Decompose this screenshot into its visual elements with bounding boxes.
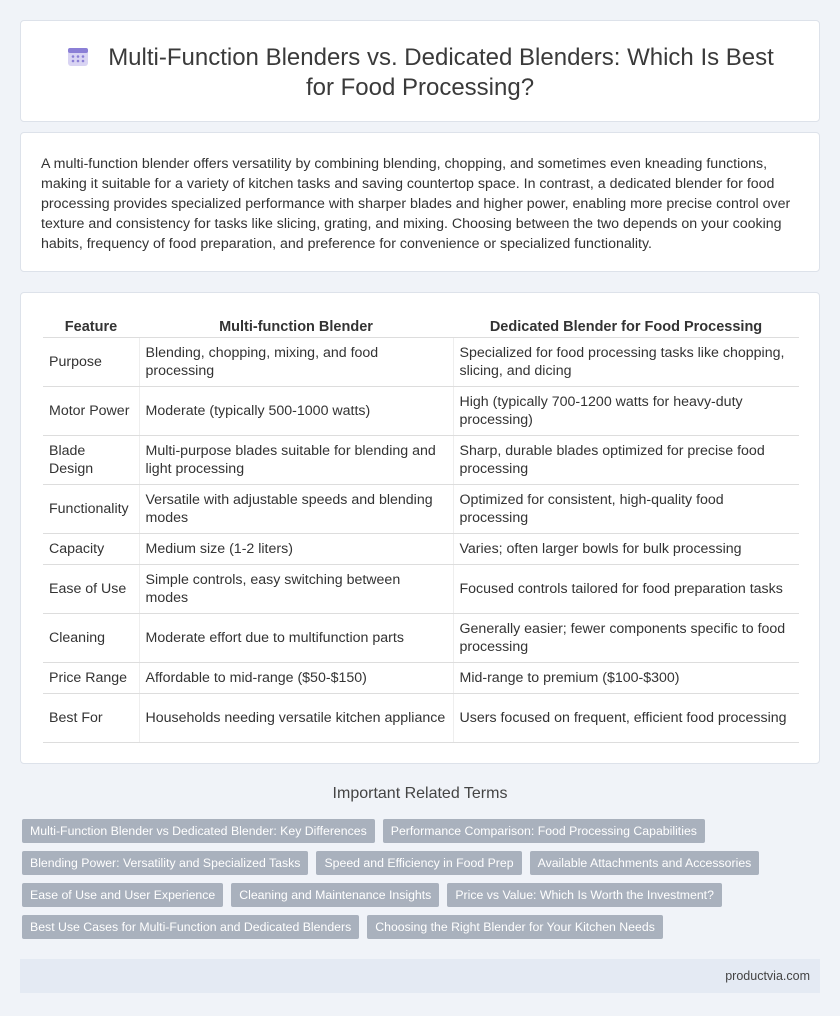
calendar-grid-icon [66,44,90,68]
dedicated-cell: Specialized for food processing tasks like chopping, slicing, and dicing [453,337,799,386]
feature-cell: Purpose [43,337,139,386]
feature-cell: Capacity [43,533,139,564]
feature-cell: Functionality [43,484,139,533]
related-term-tag[interactable]: Blending Power: Versatility and Specialized Tasks [22,851,308,875]
table-row [43,533,799,564]
dedicated-cell: High (typically 700-1200 watts for heavy-duty processing) [453,386,799,435]
table-row [43,386,799,435]
related-term-tag[interactable]: Cleaning and Maintenance Insights [231,883,439,907]
table-row [43,435,799,484]
comparison-table-card [20,292,820,764]
table-row [43,484,799,533]
footer [20,959,820,993]
multi-function-cell: Simple controls, easy switching between modes [139,564,453,613]
multi-function-cell: Blending, chopping, mixing, and food processing [139,337,453,386]
multi-function-cell: Moderate effort due to multifunction parts [139,613,453,662]
table-row [43,613,799,662]
table-row [43,337,799,386]
multi-function-cell: Medium size (1-2 liters) [139,533,453,564]
header-card [20,20,820,122]
related-term-tag[interactable]: Choosing the Right Blender for Your Kitchen Needs [367,915,663,939]
feature-cell: Blade Design [43,435,139,484]
feature-cell: Ease of Use [43,564,139,613]
dedicated-cell: Sharp, durable blades optimized for precise food processing [453,435,799,484]
feature-cell: Price Range [43,662,139,693]
related-term-tag[interactable]: Price vs Value: Which Is Worth the Investment? [447,883,722,907]
multi-function-cell: Moderate (typically 500-1000 watts) [139,386,453,435]
related-term-tag[interactable]: Multi-Function Blender vs Dedicated Blender: Key Differences [22,819,375,843]
comparison-table [43,313,799,743]
intro-paragraph: A multi-function blender offers versatility by combining blending, chopping, and sometimes even kneading functions, making it suitable for a variety of kitchen tasks and saving countertop space. In contrast, a dedicated blender for food processing provides specialized performance with sharper blades and higher power, enabling more precise control over texture and consistency for tasks like slicing, grating, and mixing. Choosing between the two depends on your cooking habits, frequency of food preparation, and preference for convenience or specialized functionality. [41,156,791,252]
related-term-tag[interactable]: Available Attachments and Accessories [530,851,760,875]
related-term-tag[interactable]: Performance Comparison: Food Processing Capabilities [383,819,705,843]
table-row [43,564,799,613]
related-terms-title: Important Related Terms [332,785,508,802]
table-row [43,693,799,742]
header-multi-function: Multi-function Blender [139,313,453,337]
related-terms-list [22,819,820,947]
intro-card [20,132,820,272]
feature-cell: Best For [43,693,139,742]
multi-function-cell: Affordable to mid-range ($50-$150) [139,662,453,693]
related-term-tag[interactable]: Speed and Efficiency in Food Prep [316,851,521,875]
dedicated-cell: Varies; often larger bowls for bulk processing [453,533,799,564]
dedicated-cell: Users focused on frequent, efficient food processing [453,693,799,742]
table-row [43,662,799,693]
table-header-row [43,313,799,337]
dedicated-cell: Focused controls tailored for food preparation tasks [453,564,799,613]
header-dedicated: Dedicated Blender for Food Processing [453,313,799,337]
page-title-text: Multi-Function Blenders vs. Dedicated Blenders: Which Is Best for Food Processing? [108,44,774,101]
related-term-tag[interactable]: Ease of Use and User Experience [22,883,223,907]
dedicated-cell: Mid-range to premium ($100-$300) [453,662,799,693]
multi-function-cell: Households needing versatile kitchen appliance [139,693,453,742]
header-feature: Feature [43,313,139,337]
page-title [51,43,789,103]
dedicated-cell: Optimized for consistent, high-quality food processing [453,484,799,533]
multi-function-cell: Multi-purpose blades suitable for blending and light processing [139,435,453,484]
footer-site-link[interactable]: productvia.com [725,969,810,983]
dedicated-cell: Generally easier; fewer components specific to food processing [453,613,799,662]
feature-cell: Cleaning [43,613,139,662]
related-term-tag[interactable]: Best Use Cases for Multi-Function and Dedicated Blenders [22,915,359,939]
multi-function-cell: Versatile with adjustable speeds and blending modes [139,484,453,533]
feature-cell: Motor Power [43,386,139,435]
